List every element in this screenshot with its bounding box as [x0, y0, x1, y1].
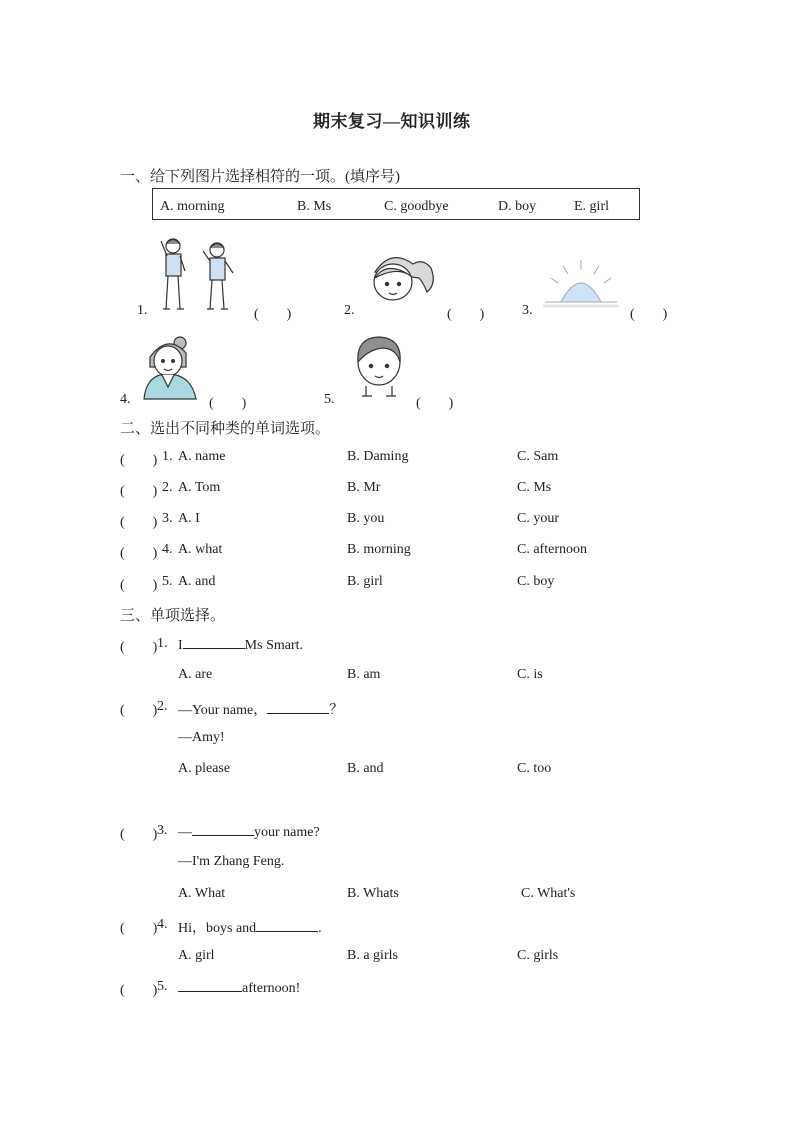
- picture-2-answer[interactable]: ( ): [447, 307, 485, 322]
- question-2-post: ？: [329, 703, 344, 718]
- answer-paren[interactable]: ( ): [120, 983, 158, 998]
- answer-paren[interactable]: ( ): [120, 453, 158, 468]
- question-number: 4.: [157, 917, 168, 932]
- choice-c: C. girls: [517, 948, 559, 963]
- picture-5-number: 5.: [324, 392, 335, 407]
- choice-b: B. Daming: [347, 449, 409, 464]
- answer-paren[interactable]: ( ): [120, 640, 158, 655]
- question-number: 3.: [157, 823, 168, 838]
- answer-paren[interactable]: ( ): [120, 827, 158, 842]
- choice-a: A. girl: [178, 948, 215, 963]
- question-1-post: Ms Smart.: [244, 638, 304, 653]
- choice-b: B. am: [347, 667, 381, 682]
- choice-c: C. is: [517, 667, 543, 682]
- choice-a: A. I: [178, 511, 200, 526]
- answer-paren[interactable]: ( ): [120, 515, 158, 530]
- choice-c: C. Sam: [517, 449, 559, 464]
- fill-blank[interactable]: [183, 636, 245, 649]
- question-1-pre: I: [178, 638, 183, 653]
- fill-blank[interactable]: [178, 979, 242, 992]
- option-d: D. boy: [498, 199, 537, 214]
- page-title: 期末复习—知识训练: [313, 112, 471, 131]
- choice-b: B. Mr: [347, 480, 381, 495]
- choice-a: A. are: [178, 667, 213, 682]
- question-3-text: [178, 823, 320, 841]
- choice-a: A. and: [178, 574, 216, 589]
- option-box: [152, 188, 640, 220]
- choice-b: B. girl: [347, 574, 383, 589]
- answer-paren[interactable]: ( ): [120, 546, 158, 561]
- question-3-answer-line: —I'm Zhang Feng.: [178, 854, 285, 869]
- choice-c: C. too: [517, 761, 552, 776]
- section3-heading: 三、单项选择。: [120, 608, 226, 624]
- question-3-pre: —: [178, 825, 192, 840]
- question-2-pre: —Your name，: [178, 703, 268, 718]
- girl-face-icon: [367, 252, 439, 304]
- option-c: C. goodbye: [384, 199, 449, 214]
- choice-b: B. morning: [347, 542, 411, 557]
- question-1-text: [178, 636, 303, 654]
- answer-paren[interactable]: ( ): [120, 578, 158, 593]
- question-number: 4.: [162, 542, 173, 557]
- answer-paren[interactable]: ( ): [120, 484, 158, 499]
- choice-b: B. you: [347, 511, 385, 526]
- question-number: 1.: [162, 449, 173, 464]
- choice-b: B. a girls: [347, 948, 398, 963]
- question-number: 5.: [162, 574, 173, 589]
- option-e: E. girl: [574, 199, 609, 214]
- choice-b: B. Whats: [347, 886, 399, 901]
- fill-blank[interactable]: [192, 823, 254, 836]
- question-number: 5.: [157, 979, 168, 994]
- choice-a: A. what: [178, 542, 223, 557]
- choice-c: C. afternoon: [517, 542, 587, 557]
- picture-5-answer[interactable]: ( ): [416, 396, 454, 411]
- option-a: A. morning: [160, 199, 225, 214]
- choice-c: C. your: [517, 511, 559, 526]
- section2-heading: 二、选出不同种类的单词选项。: [120, 421, 331, 437]
- question-2-answer-line: —Amy!: [178, 730, 225, 745]
- boy-face-icon: [352, 334, 406, 400]
- fill-blank[interactable]: [256, 919, 318, 932]
- picture-1-answer[interactable]: ( ): [254, 307, 292, 322]
- picture-3-number: 3.: [522, 303, 533, 318]
- option-b: B. Ms: [297, 199, 332, 214]
- answer-paren[interactable]: ( ): [120, 921, 158, 936]
- question-4-pre: Hi，boys and: [178, 921, 257, 936]
- picture-1-number: 1.: [137, 303, 148, 318]
- choice-b: B. and: [347, 761, 384, 776]
- question-number: 3.: [162, 511, 173, 526]
- answer-paren[interactable]: ( ): [120, 703, 158, 718]
- choice-a: A. please: [178, 761, 231, 776]
- question-4-text: [178, 917, 322, 937]
- fill-blank[interactable]: [267, 701, 329, 714]
- two-boys-waving-icon: [153, 233, 245, 313]
- choice-c: C. Ms: [517, 480, 552, 495]
- question-number: 1.: [157, 636, 168, 651]
- question-number: 2.: [157, 699, 168, 714]
- choice-a: A. What: [178, 886, 226, 901]
- question-4-post: .: [318, 921, 322, 936]
- question-5-post: afternoon!: [242, 981, 301, 996]
- question-2-text: [178, 699, 343, 719]
- picture-3-answer[interactable]: ( ): [630, 307, 668, 322]
- choice-c: C. boy: [517, 574, 555, 589]
- question-5-text: [178, 979, 300, 997]
- question-number: 2.: [162, 480, 173, 495]
- choice-c: C. What's: [521, 886, 576, 901]
- choice-a: A. Tom: [178, 480, 221, 495]
- section1-heading: 一、给下列图片选择相符的一项。(填序号): [120, 169, 400, 185]
- picture-4-answer[interactable]: ( ): [209, 396, 247, 411]
- picture-2-number: 2.: [344, 303, 355, 318]
- choice-a: A. name: [178, 449, 226, 464]
- woman-teacher-icon: [140, 333, 200, 399]
- picture-4-number: 4.: [120, 392, 131, 407]
- sunrise-icon: [543, 256, 619, 314]
- question-3-post: your name?: [254, 825, 320, 840]
